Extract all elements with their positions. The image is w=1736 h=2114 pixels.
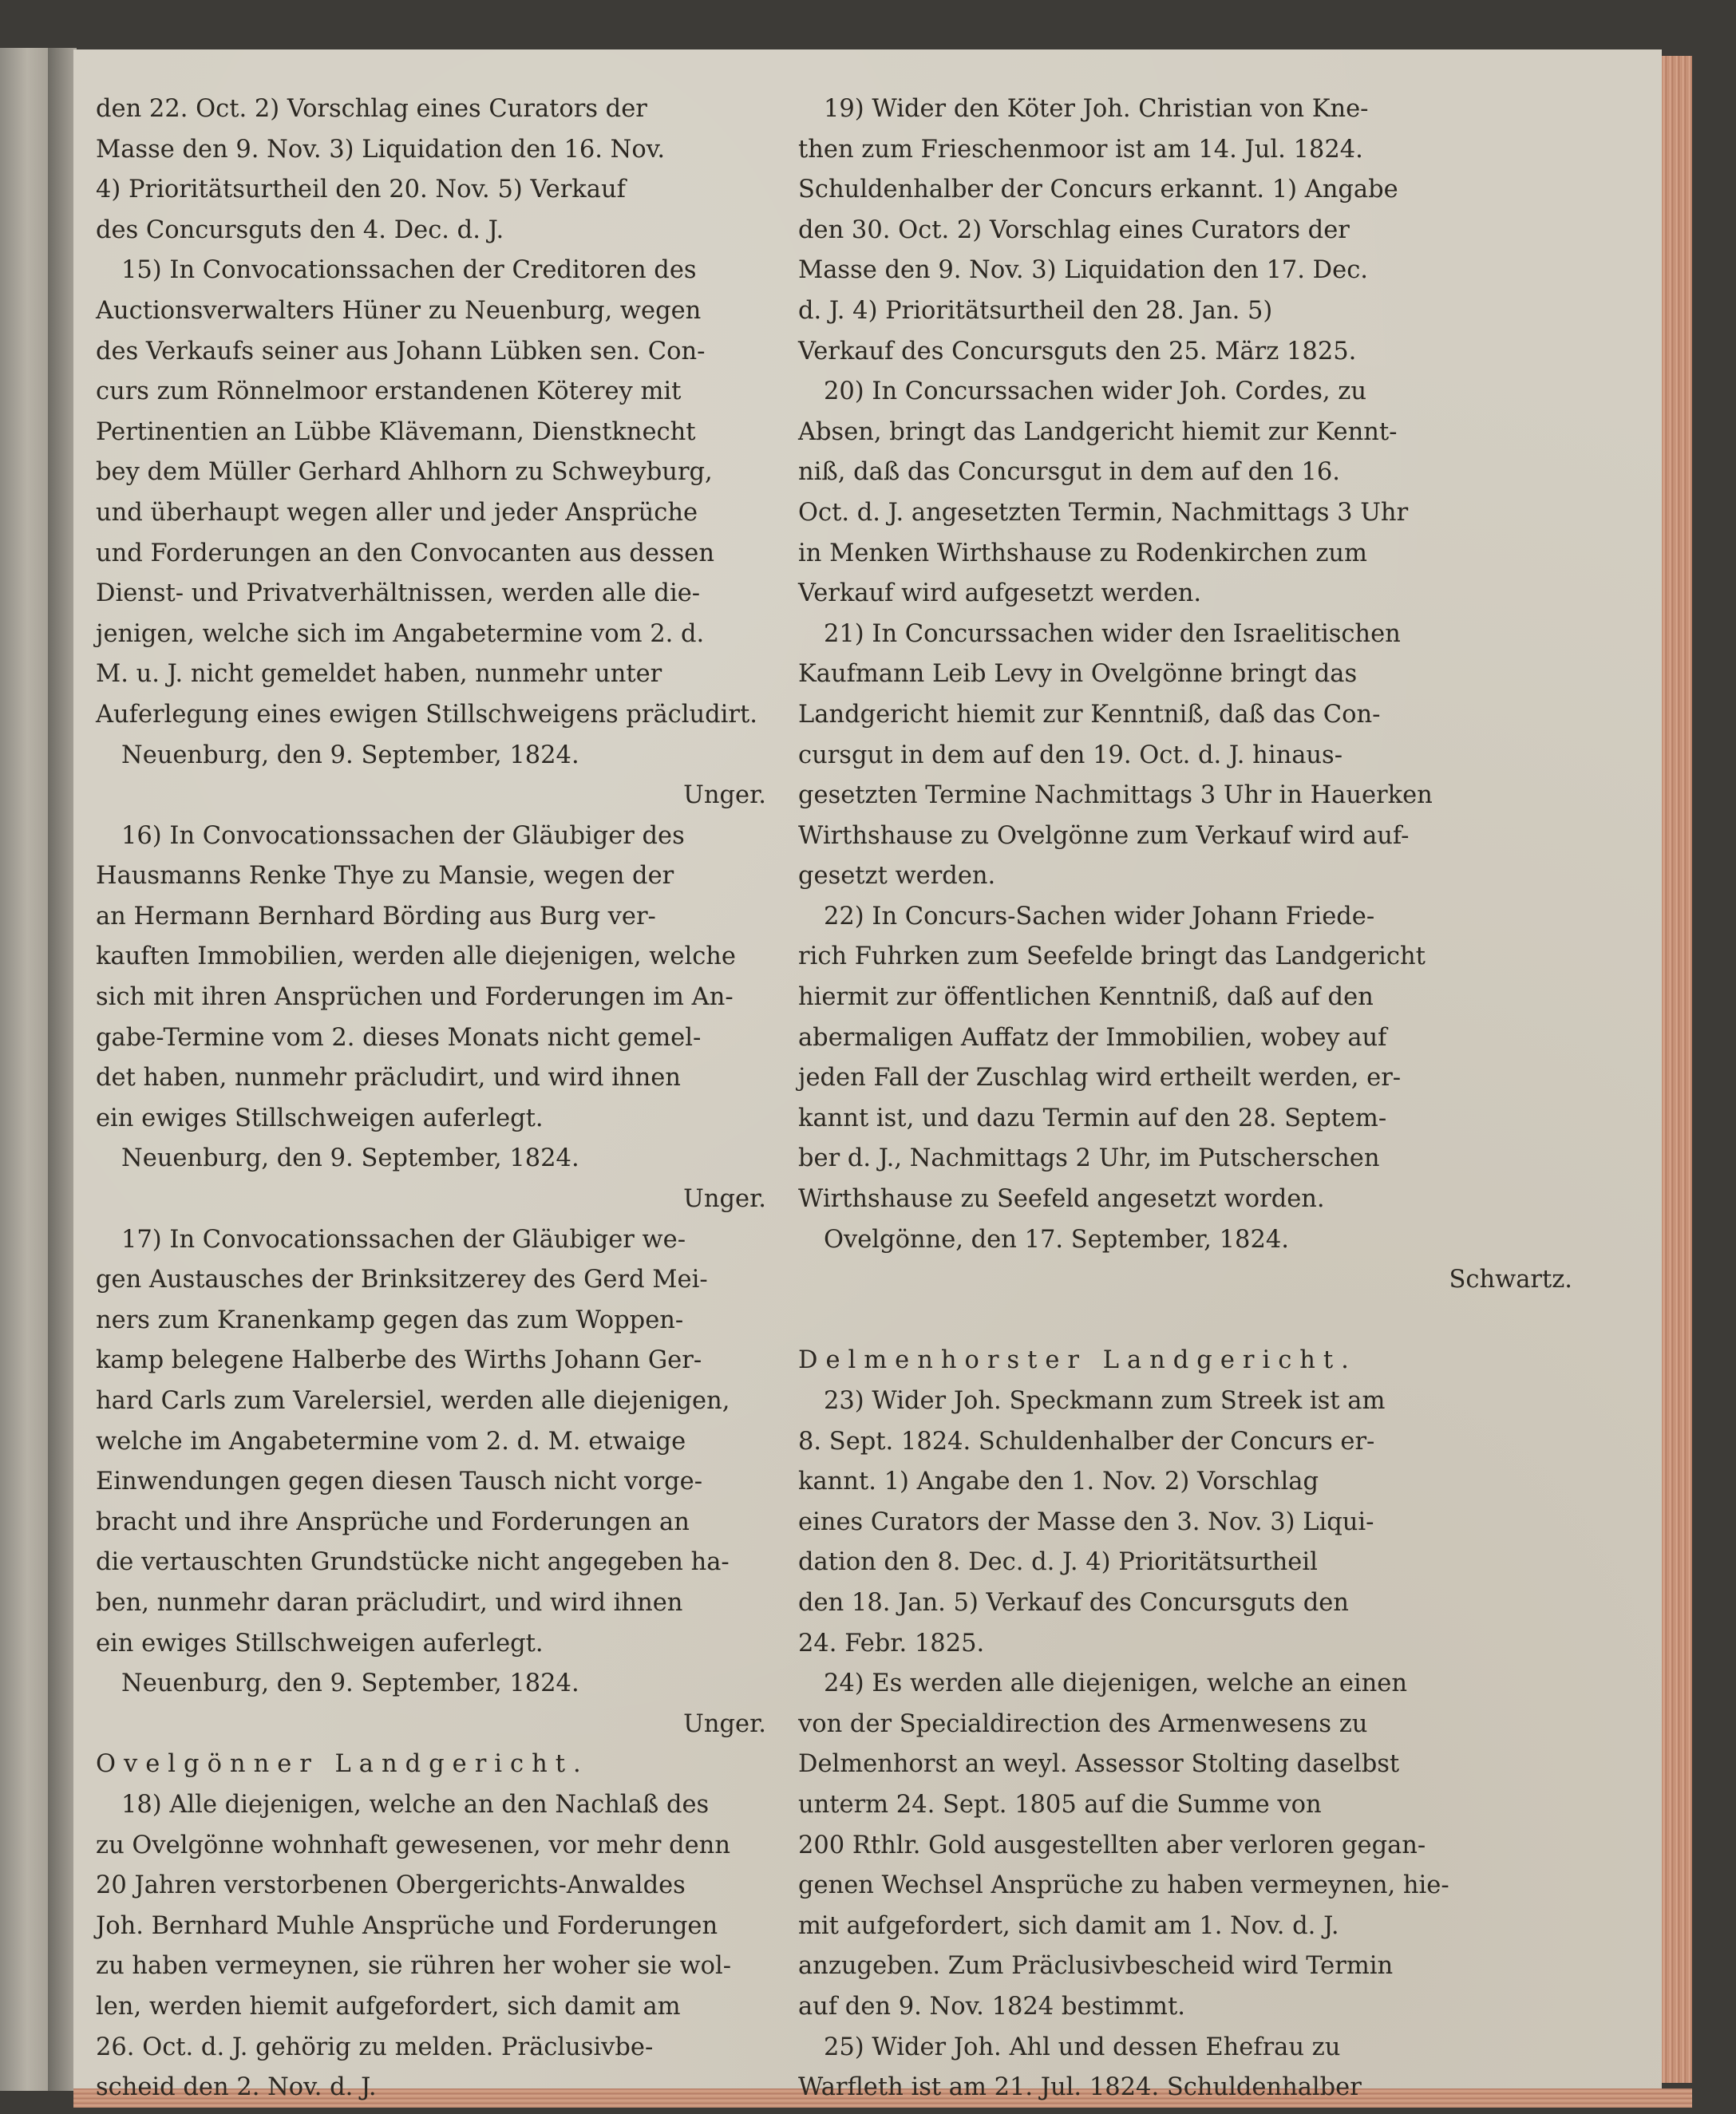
text-line: bracht und ihre Ansprüche und Forderungen an <box>96 1507 690 1536</box>
text-line: 26. Oct. d. J. gehörig zu melden. Präclusivbe- <box>96 2033 654 2061</box>
text-line: Warfleth ist am 21. Jul. 1824. Schuldenhalber <box>798 2073 1362 2102</box>
text-line: Delmenhorst an weyl. Assessor Stolting daselbst <box>798 1750 1400 1779</box>
signature: Unger. <box>683 1709 766 1738</box>
signature: Schwartz. <box>1449 1266 1572 1294</box>
text-line: in Menken Wirthshause zu Rodenkirchen zum <box>798 539 1367 567</box>
text-line: Auferlegung eines ewigen Stillschweigens präcludirt. <box>96 700 757 729</box>
text-line: 24) Es werden alle diejenigen, welche an einen <box>824 1669 1407 1698</box>
text-line: then zum Frieschenmoor ist am 14. Jul. 1824. <box>798 135 1363 164</box>
signature: Unger. <box>683 1185 766 1214</box>
text-line: ben, nunmehr daran präcludirt, und wird ihnen <box>96 1588 683 1617</box>
text-line: des Verkaufs seiner aus Johann Lübken sen. Con- <box>96 337 706 366</box>
text-line: Masse den 9. Nov. 3) Liquidation den 16. Nov. <box>96 135 666 164</box>
text-line: Wirthshause zu Seefeld angesetzt worden. <box>798 1185 1325 1214</box>
text-line: den 22. Oct. 2) Vorschlag eines Curators der <box>96 95 647 123</box>
text-line: 15) In Convocationssachen der Creditoren des <box>121 256 697 285</box>
text-line: Verkauf wird aufgesetzt werden. <box>798 579 1202 608</box>
text-line: des Concursguts den 4. Dec. d. J. <box>96 215 504 244</box>
text-line: Einwendungen gegen diesen Tausch nicht vorge- <box>96 1468 703 1496</box>
text-line: 22) In Concurs-Sachen wider Johann Friede- <box>824 902 1375 931</box>
text-line: 19) Wider den Köter Joh. Christian von Kne- <box>824 95 1369 123</box>
court-heading: Ovelgönner Landgericht. <box>96 1750 589 1779</box>
text-line: zu haben vermeynen, sie rühren her woher sie wol- <box>96 1952 732 1981</box>
text-line: d. J. 4) Prioritätsurtheil den 28. Jan. 5) <box>798 296 1273 325</box>
text-line: 18) Alle diejenigen, welche an den Nachlaß des <box>121 1790 710 1819</box>
text-line: 200 Rthlr. Gold ausgestellten aber verloren gegan- <box>798 1831 1426 1859</box>
right-text-column <box>798 89 1604 2108</box>
text-line: 17) In Convocationssachen der Gläubiger we- <box>121 1225 686 1254</box>
text-line: dation den 8. Dec. d. J. 4) Prioritätsurtheil <box>798 1548 1318 1577</box>
text-line: hard Carls zum Varelersiel, werden alle diejenigen, <box>96 1387 730 1415</box>
text-line: 23) Wider Joh. Speckmann zum Streek ist am <box>824 1387 1386 1415</box>
text-line: 16) In Convocationssachen der Gläubiger des <box>121 821 685 850</box>
text-line: den 18. Jan. 5) Verkauf des Concursguts den <box>798 1588 1349 1617</box>
text-line: Masse den 9. Nov. 3) Liquidation den 17. Dec. <box>798 256 1368 285</box>
dateline: Neuenburg, den 9. September, 1824. <box>121 1144 579 1173</box>
text-line: scheid den 2. Nov. d. J. <box>96 2073 377 2102</box>
text-line: Dienst- und Privatverhältnissen, werden alle die- <box>96 579 701 608</box>
text-line: ein ewiges Stillschweigen auferlegt. <box>96 1629 544 1658</box>
text-line: Hausmanns Renke Thye zu Mansie, wegen der <box>96 862 674 891</box>
text-line: und Forderungen an den Convocanten aus dessen <box>96 539 714 567</box>
section-gap <box>798 1301 1604 1342</box>
text-line: gesetzten Termine Nachmittags 3 Uhr in Hauerken <box>798 781 1433 810</box>
dateline: Neuenburg, den 9. September, 1824. <box>121 1669 579 1698</box>
signature: Unger. <box>683 781 766 810</box>
text-line: jenigen, welche sich im Angabetermine vom 2. d. <box>96 619 705 648</box>
text-line: M. u. J. nicht gemeldet haben, nunmehr unter <box>96 660 662 689</box>
text-line: Auctionsverwalters Hüner zu Neuenburg, wegen <box>96 296 702 325</box>
text-line: kamp belegene Halberbe des Wirths Johann Ger- <box>96 1346 702 1375</box>
text-line: ber d. J., Nachmittags 2 Uhr, im Putscherschen <box>798 1144 1380 1173</box>
text-line: unterm 24. Sept. 1805 auf die Summe von <box>798 1790 1322 1819</box>
text-line: 20) In Concurssachen wider Joh. Cordes, zu <box>824 377 1366 406</box>
text-line: zu Ovelgönne wohnhaft gewesenen, vor mehr denn <box>96 1831 730 1859</box>
text-line: Oct. d. J. angesetzten Termin, Nachmittags 3 Uhr <box>798 498 1409 527</box>
text-line: gen Austausches der Brinksitzerey des Gerd Mei- <box>96 1266 708 1294</box>
text-line: hiermit zur öffentlichen Kenntniß, daß auf den <box>798 983 1374 1012</box>
text-line: ein ewiges Stillschweigen auferlegt. <box>96 1104 544 1132</box>
text-line: det haben, nunmehr präcludirt, und wird ihnen <box>96 1064 681 1093</box>
text-line: sich mit ihren Ansprüchen und Forderungen im An- <box>96 983 734 1012</box>
dateline: Neuenburg, den 9. September, 1824. <box>121 741 579 769</box>
text-line: genen Wechsel Ansprüche zu haben vermeynen, hie- <box>798 1871 1449 1900</box>
text-line: niß, daß das Concursgut in dem auf den 16. <box>798 458 1340 487</box>
text-line: len, werden hiemit aufgefordert, sich damit am <box>96 1992 681 2021</box>
text-line: kauften Immobilien, werden alle diejenigen, welche <box>96 942 736 971</box>
text-line: an Hermann Bernhard Börding aus Burg ver- <box>96 902 656 931</box>
dateline: Ovelgönne, den 17. September, 1824. <box>824 1225 1289 1254</box>
text-line: ners zum Kranenkamp gegen das zum Woppen- <box>96 1306 684 1334</box>
text-line: die vertauschten Grundstücke nicht angegeben ha- <box>96 1548 730 1577</box>
court-heading: Delmenhorster Landgericht. <box>798 1346 1357 1375</box>
text-line: und überhaupt wegen aller und jeder Ansprüche <box>96 498 698 527</box>
text-line: 25) Wider Joh. Ahl und dessen Ehefrau zu <box>824 2033 1341 2061</box>
text-line: Pertinentien an Lübbe Klävemann, Dienstknecht <box>96 417 696 446</box>
text-line: curs zum Rönnelmoor erstandenen Köterey mit <box>96 377 682 406</box>
text-line: den 30. Oct. 2) Vorschlag eines Curators der <box>798 215 1350 244</box>
text-line: Absen, bringt das Landgericht hiemit zur Kennt- <box>798 417 1398 446</box>
text-line: welche im Angabetermine vom 2. d. M. etwaige <box>96 1427 686 1456</box>
text-line: 8. Sept. 1824. Schuldenhalber der Concurs er- <box>798 1427 1375 1456</box>
text-line: 20 Jahren verstorbenen Obergerichts-Anwaldes <box>96 1871 686 1900</box>
page-fore-edge <box>1662 56 1692 2083</box>
text-line: Landgericht hiemit zur Kenntniß, daß das Con- <box>798 700 1381 729</box>
text-line: gabe-Termine vom 2. dieses Monats nicht gemel- <box>96 1023 702 1052</box>
text-line: rich Fuhrken zum Seefelde bringt das Landgericht <box>798 942 1426 971</box>
text-line: auf den 9. Nov. 1824 bestimmt. <box>798 1992 1185 2021</box>
text-line: cursgut in dem auf den 19. Oct. d. J. hinaus- <box>798 741 1343 769</box>
text-line: jeden Fall der Zuschlag wird ertheilt werden, er- <box>798 1064 1402 1093</box>
text-line: 4) Prioritätsurtheil den 20. Nov. 5) Verkauf <box>96 176 626 204</box>
text-line: Schuldenhalber der Concurs erkannt. 1) Angabe <box>798 176 1398 204</box>
text-line: kannt. 1) Angabe den 1. Nov. 2) Vorschlag <box>798 1468 1319 1496</box>
text-line: 24. Febr. 1825. <box>798 1629 985 1658</box>
text-line: Wirthshause zu Ovelgönne zum Verkauf wird auf- <box>798 821 1410 850</box>
left-text-column <box>96 89 798 2108</box>
text-line: Kaufmann Leib Levy in Ovelgönne bringt das <box>798 660 1358 689</box>
text-line: eines Curators der Masse den 3. Nov. 3) Liqui- <box>798 1507 1374 1536</box>
facing-page-edge <box>0 48 49 2091</box>
text-line: abermaligen Auffatz der Immobilien, wobey auf <box>798 1023 1387 1052</box>
text-line: 21) In Concurssachen wider den Israelitischen <box>824 619 1401 648</box>
text-line: Joh. Bernhard Muhle Ansprüche und Forderungen <box>96 1911 718 1940</box>
text-line: Verkauf des Concursguts den 25. März 1825. <box>798 337 1357 366</box>
book-gutter <box>48 48 77 2091</box>
text-line: kannt ist, und dazu Termin auf den 28. Septem- <box>798 1104 1387 1132</box>
text-line: bey dem Müller Gerhard Ahlhorn zu Schweyburg, <box>96 458 713 487</box>
text-line: mit aufgefordert, sich damit am 1. Nov. d. J. <box>798 1911 1339 1940</box>
text-line: von der Specialdirection des Armenwesens zu <box>798 1709 1368 1738</box>
text-line: gesetzt werden. <box>798 862 996 891</box>
text-line: anzugeben. Zum Präclusivbescheid wird Termin <box>798 1952 1394 1981</box>
